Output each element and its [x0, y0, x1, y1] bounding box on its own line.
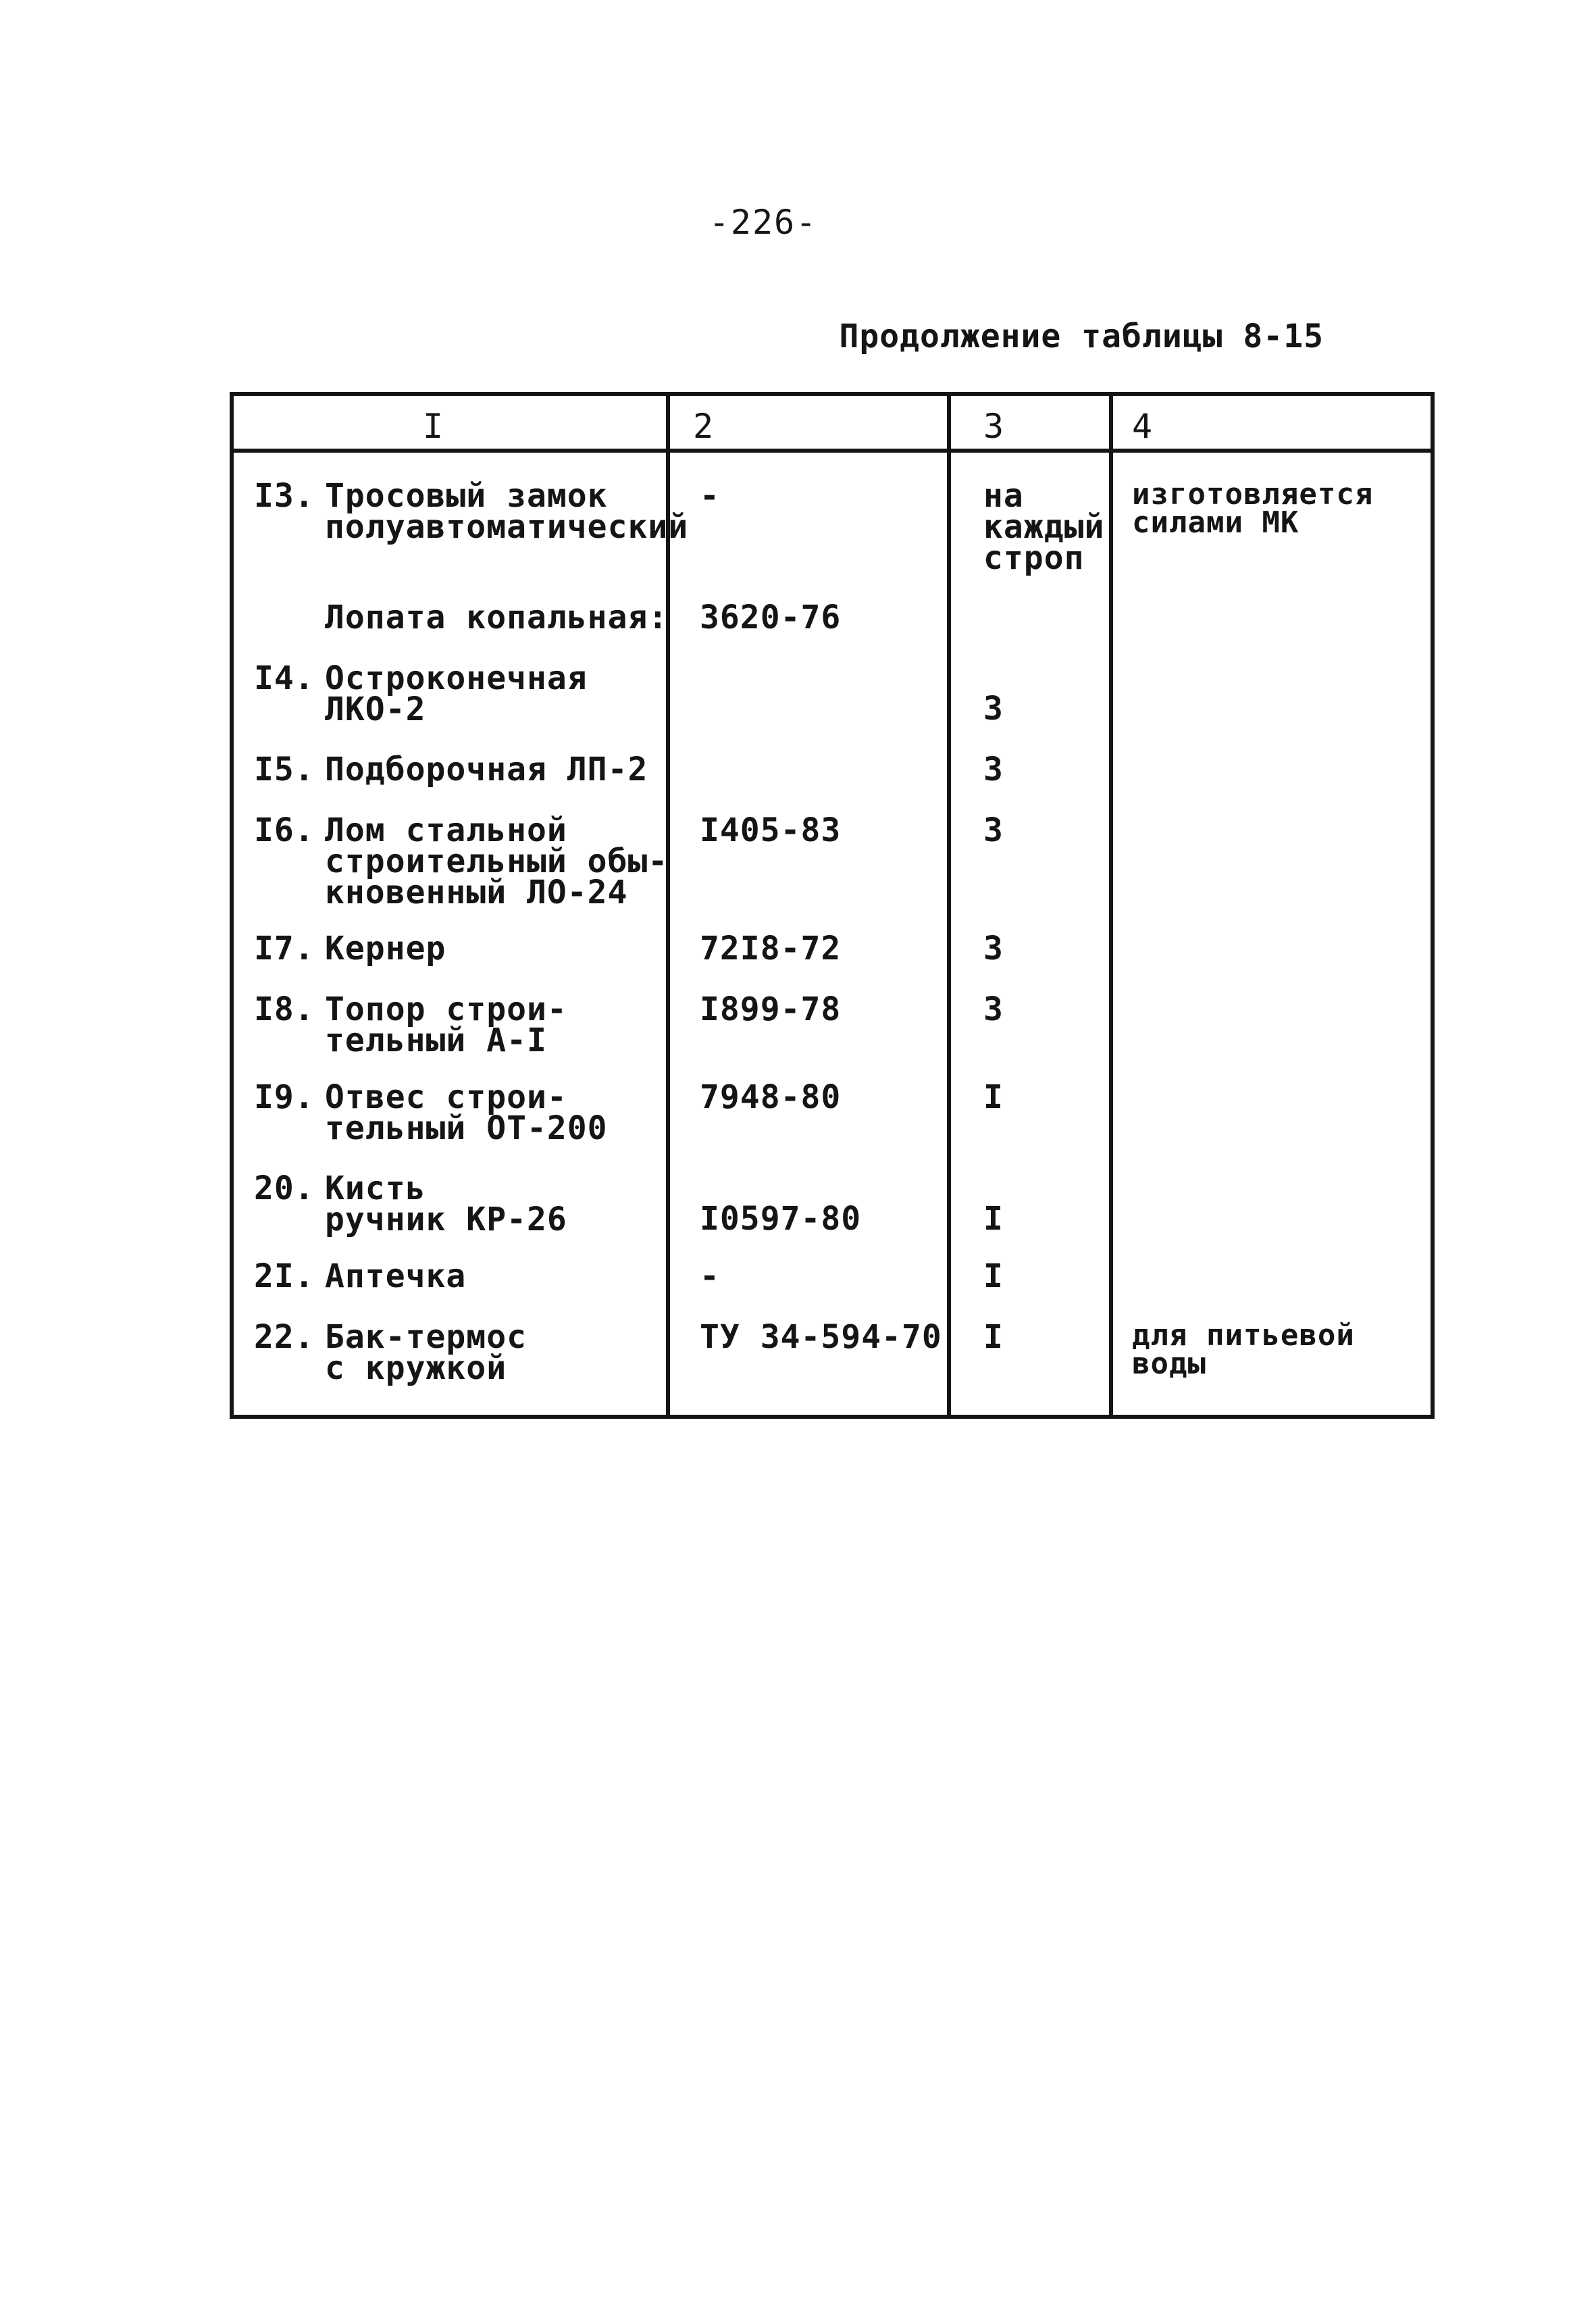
gost-number: I405-83 [700, 811, 842, 849]
note: для питьевой воды [1132, 1318, 1355, 1381]
item-name: Отвес строи- тельный ОТ-200 [325, 1078, 608, 1147]
column-divider [1109, 396, 1113, 1415]
gost-number: ТУ 34-594-70 [700, 1318, 942, 1356]
page-number: -226- [709, 203, 818, 242]
header-col-4: 4 [1132, 407, 1153, 446]
row-number: I7. [254, 930, 315, 967]
quantity: I [983, 1200, 1004, 1238]
header-col-2: 2 [693, 407, 714, 446]
quantity: I [983, 1318, 1004, 1356]
row-number: I5. [254, 751, 315, 788]
item-name: Бак-термос с кружкой [325, 1318, 527, 1387]
quantity: на каждый строп [983, 477, 1105, 577]
row-number: I9. [254, 1078, 315, 1116]
row-number: I6. [254, 811, 315, 849]
item-name: Лом стальной строительный обы- кновенный ЛО-24 [325, 811, 669, 911]
row-number: I4. [254, 659, 315, 697]
gost-number: 7948-80 [700, 1078, 842, 1116]
quantity: 3 [983, 690, 1004, 728]
quantity: 3 [983, 811, 1004, 849]
item-name: Топор строи- тельный А-I [325, 990, 567, 1059]
row-number: 2I. [254, 1257, 315, 1295]
gost-number: - [700, 477, 720, 515]
item-name: Аптечка [325, 1257, 467, 1295]
quantity: I [983, 1257, 1004, 1295]
quantity: 3 [983, 751, 1004, 788]
item-name: Тросовый замок полуавтоматический [325, 477, 689, 546]
gost-number: - [700, 1257, 720, 1295]
equipment-table [230, 392, 1435, 1419]
gost-number: 72I8-72 [700, 930, 842, 967]
header-col-1: I [423, 407, 444, 446]
item-name: Остроконечная ЛКО-2 [325, 659, 588, 728]
item-name: Кисть ручник КР-26 [325, 1169, 567, 1238]
header-col-3: 3 [983, 407, 1004, 446]
row-number: I3. [254, 477, 315, 515]
header-divider [234, 449, 1431, 453]
gost-number: 3620-76 [700, 599, 842, 636]
quantity: I [983, 1078, 1004, 1116]
row-number: 20. [254, 1169, 315, 1207]
quantity: 3 [983, 930, 1004, 967]
quantity: 3 [983, 990, 1004, 1028]
item-name: Лопата копальная: [325, 599, 669, 636]
item-name: Кернер [325, 930, 446, 967]
item-name: Подборочная ЛП-2 [325, 751, 648, 788]
column-divider [947, 396, 951, 1415]
table-caption: Продолжение таблицы 8-15 [839, 318, 1324, 355]
row-number: I8. [254, 990, 315, 1028]
row-number: 22. [254, 1318, 315, 1356]
gost-number: I899-78 [700, 990, 842, 1028]
note: изготовляется силами МК [1132, 477, 1374, 540]
gost-number: I0597-80 [700, 1200, 862, 1238]
